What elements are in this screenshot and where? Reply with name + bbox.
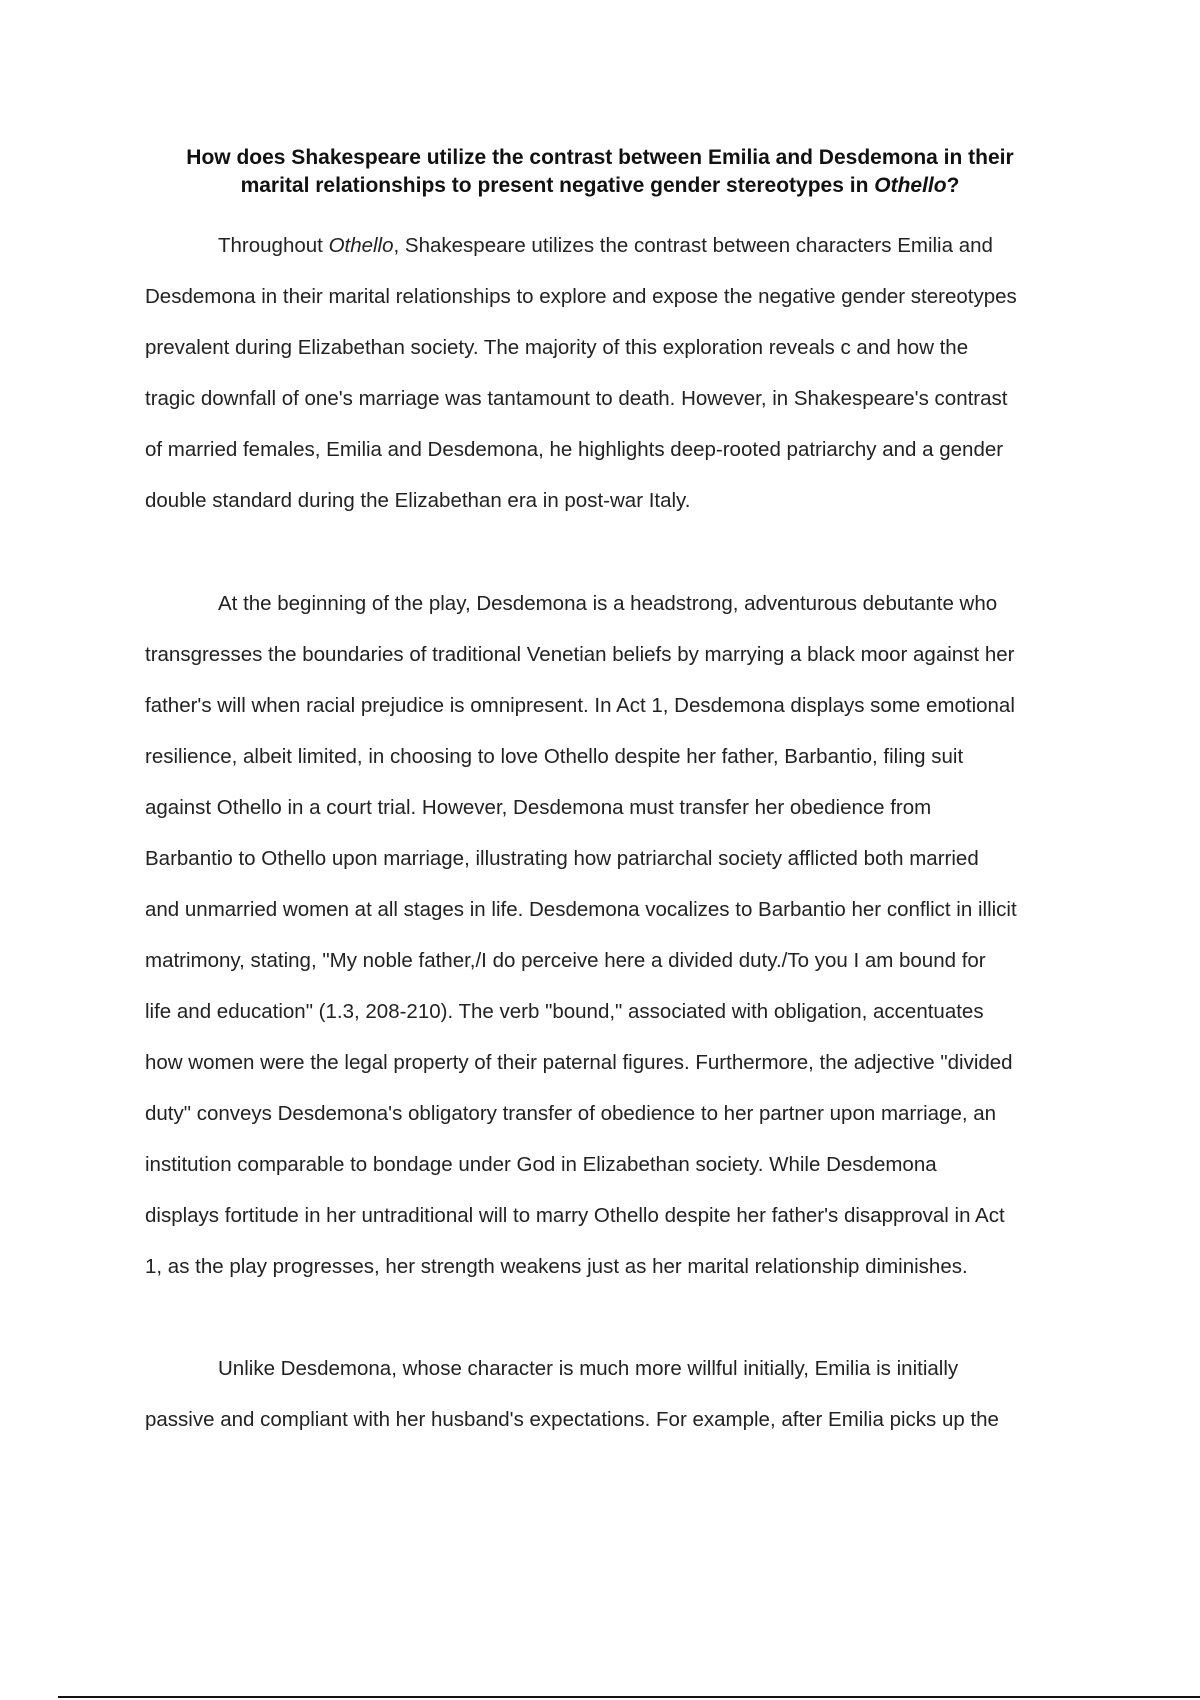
paragraph-line — [145, 220, 1095, 271]
paragraph-desdemona — [145, 578, 1095, 1292]
paragraph-line: prevalent during Elizabethan society. The majority of this exploration reveals c and how the — [145, 336, 969, 359]
paragraph-line: against Othello in a court trial. However, Desdemona must transfer her obedience from — [145, 796, 932, 819]
title-line-1: How does Shakespeare utilize the contrast between Emilia and Desdemona in their — [186, 146, 1014, 169]
paragraph-line: transgresses the boundaries of traditional Venetian beliefs by marrying a black moor against her — [145, 643, 1015, 666]
page-bottom-divider — [58, 1696, 1200, 1698]
paragraph-line: 1, as the play progresses, her strength weakens just as her marital relationship diminishes. — [145, 1255, 968, 1278]
paragraph-line: father's will when racial prejudice is omnipresent. In Act 1, Desdemona displays some emotional — [145, 694, 1015, 717]
essay-title — [150, 144, 1050, 200]
paragraph-line: of married females, Emilia and Desdemona, he highlights deep-rooted patriarchy and a gender — [145, 438, 1004, 461]
title-play-name: Othello — [874, 174, 947, 197]
paragraph-line: Barbantio to Othello upon marriage, illustrating how patriarchal society afflicted both married — [145, 847, 979, 870]
paragraph-line: duty" conveys Desdemona's obligatory transfer of obedience to her partner upon marriage, an — [145, 1102, 997, 1125]
paragraph-line: double standard during the Elizabethan era in post-war Italy. — [145, 489, 691, 512]
title-line-2 — [150, 172, 1050, 200]
paragraph-line: resilience, albeit limited, in choosing to love Othello despite her father, Barbantio, filing suit — [145, 745, 964, 768]
paragraph-line: Unlike Desdemona, whose character is much more willful initially, Emilia is initially — [218, 1357, 959, 1380]
paragraph-emilia — [145, 1343, 1095, 1445]
play-name: Othello — [328, 234, 394, 257]
paragraph-line-text: , Shakespeare utilizes the contrast between characters Emilia and — [393, 234, 993, 257]
title-line-2-text: marital relationships to present negative gender stereotypes in — [240, 174, 875, 197]
paragraph-line: At the beginning of the play, Desdemona is a headstrong, adventurous debutante who — [218, 592, 998, 615]
paragraph-line: tragic downfall of one's marriage was tantamount to death. However, in Shakespeare's contrast — [145, 387, 1008, 410]
paragraph-line: institution comparable to bondage under God in Elizabethan society. While Desdemona — [145, 1153, 937, 1176]
paragraph-introduction — [145, 220, 1095, 526]
title-question-mark: ? — [946, 174, 960, 197]
paragraph-line: matrimony, stating, "My noble father,/I do perceive here a divided duty./To you I am bound for — [145, 949, 986, 972]
paragraph-line: how women were the legal property of their paternal figures. Furthermore, the adjective "divided — [145, 1051, 1013, 1074]
paragraph-line: passive and compliant with her husband's expectations. For example, after Emilia picks up the — [145, 1408, 999, 1431]
paragraph-line-text: Throughout — [218, 234, 329, 257]
paragraph-line: and unmarried women at all stages in life. Desdemona vocalizes to Barbantio her conflict in illicit — [145, 898, 1017, 921]
paragraph-line: life and education" (1.3, 208-210). The verb "bound," associated with obligation, accentuates — [145, 1000, 984, 1023]
paragraph-line: displays fortitude in her untraditional will to marry Othello despite her father's disapproval in Act — [145, 1204, 1005, 1227]
paragraph-line: Desdemona in their marital relationships to explore and expose the negative gender stereotypes — [145, 285, 1017, 308]
